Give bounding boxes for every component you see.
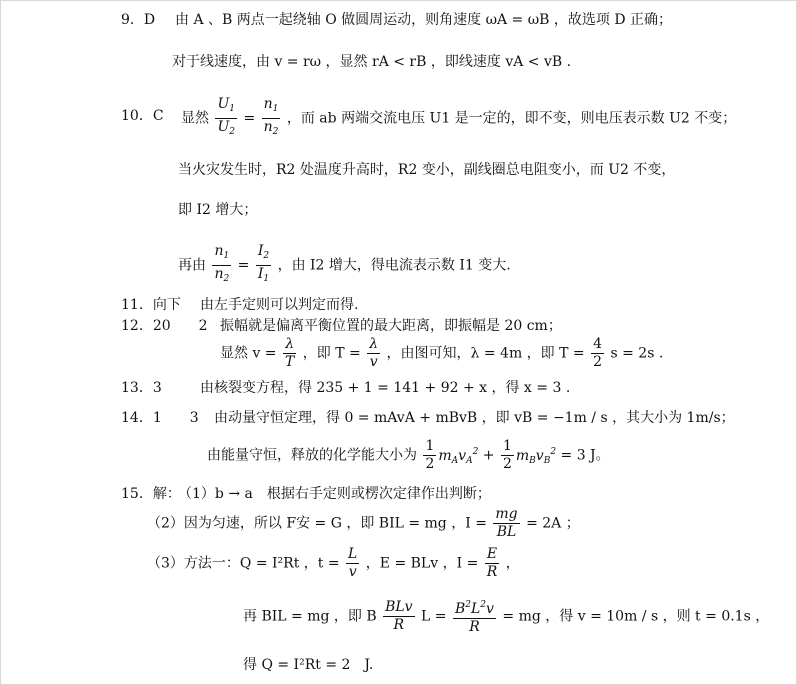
q12-line-2 [220, 336, 663, 371]
q9-line-2: 对于线速度，由 v = rω ，显然 rA < rB ，即线速度 vA < vB . [172, 54, 572, 70]
q10-line-4: 再由 $\frac{n_1}{n_2}$ = $\frac{I_2}{I_1}$ ，由 I2 增大，得电流表示数 I1 变大. [178, 243, 511, 288]
fraction-i2-i1: $\frac{I_2}{I_1}$ [257, 243, 270, 284]
q14-text-a: 由能量守恒，释放的化学能大小为 [207, 447, 417, 464]
q9-number: 9．D [121, 12, 156, 28]
q12-number: 12．20 2 [121, 318, 208, 334]
q15-part-4 [243, 597, 769, 636]
fraction-mg-bl: $\frac{mg}{BL}$ [495, 506, 518, 540]
q11-text: 由左手定则可以判定而得. [200, 297, 359, 313]
q10-text-b: ，而 ab 两端交流电压 U1 是一定的，即不变，则电压表示数 U2 不变； [286, 110, 737, 127]
q15-part-1: （1）b → a 根据右手定则或楞次定律作出判断； [178, 486, 491, 502]
q15-part-2 [147, 506, 580, 541]
q12-text-d: s = 2s . [610, 345, 664, 362]
fraction-l-v: $\frac{L}{v}$ [348, 546, 358, 580]
fraction-4-2: $\frac{4}{2}$ [593, 336, 603, 370]
q15-text-a: （2）因为匀速，所以 F安 = G ，即 BIL = mg ，I = [147, 515, 487, 532]
q14-line-2: 由能量守恒，释放的化学能大小为 $\frac{1}{2}$ $m_Av_A^2$ + $\frac{1}{2}$ $m_Bv_B^2 = 3$ J。 [207, 438, 610, 472]
q15-number: 15．解： [121, 486, 181, 502]
q10-line-3: 即 I2 增大； [178, 202, 258, 218]
q15-text-b: = 2A ； [526, 515, 580, 532]
q13-text: 由核裂变方程，得 235 + 1 = 141 + 92 + x ，得 x = 3 . [200, 380, 571, 396]
q15-text-d: ，E = BLv ，I = [365, 555, 479, 572]
fraction-b2l2v-r: $\frac{B^2L^2v}{R}$ [453, 597, 496, 636]
q10-text-d: ，由 I2 增大，得电流表示数 I1 变大. [277, 257, 511, 274]
q15-part-5: 得 Q = I²Rt = 2 J. [243, 657, 374, 673]
fraction-e-r: $\frac{E}{R}$ [486, 546, 498, 580]
q12-text: 振幅就是偏离平衡位置的最大距离，即振幅是 20 cm； [220, 318, 562, 334]
fraction-u1-u2: $\frac{U_1}{U_2}$ [217, 96, 235, 137]
q12-text-a: 显然 v = [220, 345, 277, 362]
q13-number: 13．3 [121, 380, 162, 396]
fraction-half-a: $\frac{1}{2}$ [425, 438, 435, 472]
q10-line-2: 当火灾发生时，R2 处温度升高时，R2 变小，副线圈总电阻变小，而 U2 不变， [178, 162, 676, 178]
q10-text-c: 再由 [178, 257, 206, 274]
fraction-half-b: $\frac{1}{2}$ [502, 438, 512, 472]
q10-line-1: 显然 $\frac{U_1}{U_2}$ = $\frac{n_1}{n_2}$ ，而 ab 两端交流电压 U1 是一定的，即不变，则电压表示数 U2 不变； [181, 96, 736, 141]
q9-line-1: 由 A 、B 两点一起绕轴 O 做圆周运动，则角速度 ωA = ωB ，故选项 D 正确； [175, 12, 673, 28]
q15-text-e: ， [505, 555, 520, 572]
q10-number: 10．C [121, 108, 164, 124]
q10-text-a: 显然 [181, 110, 209, 127]
q15-text-f: 再 BIL = mg ，即 B [243, 608, 377, 625]
fraction-n1-n2-b: $\frac{n_1}{n_2}$ [214, 243, 230, 284]
q14-text-b: = 3 J。 [560, 447, 610, 464]
q14-text: 由动量守恒定理，得 0 = mAvA + mBvB ，即 vB = −1m / s ，其大小为 1m/s； [214, 410, 735, 426]
fraction-lambda-t: $\frac{\lambda}{T}$ [285, 336, 295, 370]
q15-part-3 [147, 546, 520, 581]
fraction-n1-n2: $\frac{n_1}{n_2}$ [263, 96, 279, 137]
fraction-lambda-v: $\frac{\lambda}{v}$ [369, 336, 379, 370]
q11-number: 11．向下 [121, 297, 181, 313]
q15-text-h: = mg ，得 v = 10m / s ，则 t = 0.1s ， [502, 608, 770, 625]
q12-text-b: ，即 T = [302, 345, 361, 362]
q14-number: 14．1 3 [121, 410, 199, 426]
q15-text-c: （3）方法一：Q = I²Rt ，t = [147, 555, 340, 572]
q12-text-c: ，由图可知，λ = 4m ，即 T = [386, 345, 585, 362]
fraction-blv-r: $\frac{\text{BLv}}{R}$ [385, 599, 413, 633]
q15-text-g: L = [421, 608, 447, 625]
